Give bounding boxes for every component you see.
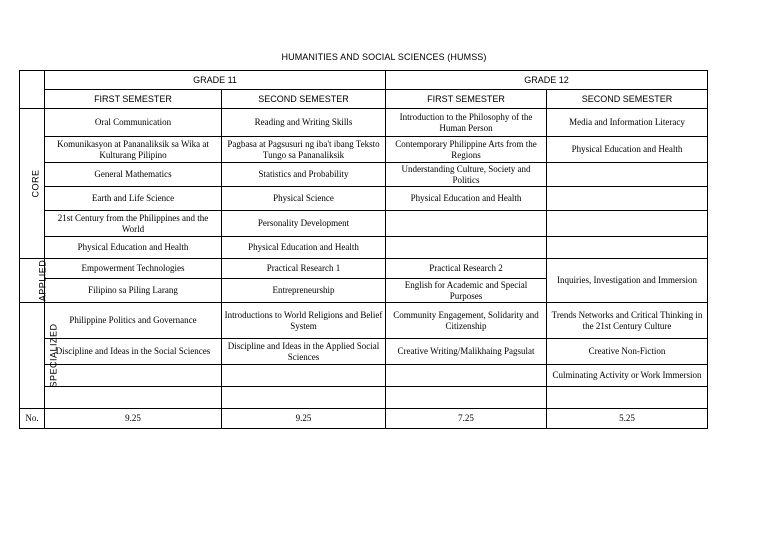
- subject-cell: Pagbasa at Pagsusuri ng iba't ibang Teksto Tungo sa Pananaliksik: [222, 137, 386, 163]
- subject-cell: Empowerment Technologies: [45, 259, 222, 279]
- subject-cell: Philippine Politics and Governance: [45, 303, 222, 339]
- page-title: HUMANITIES AND SOCIAL SCIENCES (HUMSS): [281, 52, 487, 62]
- grade-12-header: GRADE 12: [386, 71, 708, 90]
- subject-cell: [386, 237, 547, 259]
- subject-cell: Creative Non-Fiction: [547, 339, 708, 365]
- subject-cell: [45, 365, 222, 387]
- table-row: [20, 365, 708, 387]
- subject-cell: Physical Education and Health: [222, 237, 386, 259]
- subject-cell: Physical Education and Health: [547, 137, 708, 163]
- subject-cell: Contemporary Philippine Arts from the Regions: [386, 137, 547, 163]
- subject-cell: [547, 237, 708, 259]
- subject-cell: Community Engagement, Solidarity and Citizenship: [386, 303, 547, 339]
- category-label: APPLIED: [37, 259, 48, 302]
- semester-header: FIRST SEMESTER: [45, 90, 222, 109]
- subject-cell: [386, 365, 547, 387]
- total-value: 9.25: [45, 409, 222, 429]
- subject-cell: English for Academic and Special Purposes: [386, 279, 547, 303]
- subject-cell: Statistics and Probability: [222, 163, 386, 187]
- category-label: SPECIALIZED: [48, 323, 59, 388]
- subject-cell: [386, 211, 547, 237]
- subject-cell: Creative Writing/Malikhaing Pagsulat: [386, 339, 547, 365]
- category-core: [20, 109, 45, 259]
- category-label: CORE: [30, 169, 41, 198]
- table-row: [20, 187, 708, 211]
- table-row: [20, 339, 708, 365]
- subject-cell: Physical Education and Health: [45, 237, 222, 259]
- subject-cell: [222, 365, 386, 387]
- table-row: [20, 163, 708, 187]
- subject-cell: Culminating Activity or Work Immersion: [547, 365, 708, 387]
- subject-cell: Komunikasyon at Pananaliksik sa Wika at Kulturang Pilipino: [45, 137, 222, 163]
- subject-cell: General Mathematics: [45, 163, 222, 187]
- total-value: 9.25: [222, 409, 386, 429]
- subject-cell: Discipline and Ideas in the Social Sciences: [45, 339, 222, 365]
- subject-cell: Understanding Culture, Society and Politics: [386, 163, 547, 187]
- semester-header: FIRST SEMESTER: [386, 90, 547, 109]
- subject-cell: Practical Research 2: [386, 259, 547, 279]
- subject-cell: Introductions to World Religions and Belief System: [222, 303, 386, 339]
- subject-cell: Discipline and Ideas in the Applied Social Sciences: [222, 339, 386, 365]
- grade-11-header: GRADE 11: [45, 71, 386, 90]
- totals-label: No.: [20, 409, 45, 429]
- subject-cell: [547, 211, 708, 237]
- subject-cell: Trends Networks and Critical Thinking in the 21st Century Culture: [547, 303, 708, 339]
- subject-cell: Practical Research 1: [222, 259, 386, 279]
- subject-cell: Personality Development: [222, 211, 386, 237]
- subject-cell: [547, 163, 708, 187]
- total-value: 5.25: [547, 409, 708, 429]
- subject-cell: Entrepreneurship: [222, 279, 386, 303]
- total-value: 7.25: [386, 409, 547, 429]
- semester-header: SECOND SEMESTER: [222, 90, 386, 109]
- table-row: [20, 303, 708, 339]
- subject-cell: Earth and Life Science: [45, 187, 222, 211]
- totals-row: [20, 409, 708, 429]
- subject-cell: Filipino sa Piling Larang: [45, 279, 222, 303]
- subject-cell: Inquiries, Investigation and Immersion: [547, 259, 708, 303]
- subject-cell: Media and Information Literacy: [547, 109, 708, 137]
- curriculum-table: [19, 70, 708, 429]
- category-specialized: [20, 303, 59, 409]
- subject-cell: 21st Century from the Philippines and the World: [45, 211, 222, 237]
- semester-header: SECOND SEMESTER: [547, 90, 708, 109]
- subject-cell: Physical Education and Health: [386, 187, 547, 211]
- table-row: [20, 259, 708, 279]
- category-applied: [20, 259, 48, 303]
- subject-cell: [547, 387, 708, 409]
- subject-cell: [45, 387, 222, 409]
- table-row: [20, 137, 708, 163]
- table-row: [20, 211, 708, 237]
- table-row: [20, 109, 708, 137]
- table-row: [20, 237, 708, 259]
- corner-cell: [20, 71, 45, 109]
- subject-cell: Oral Communication: [45, 109, 222, 137]
- subject-cell: [386, 387, 547, 409]
- subject-cell: [547, 187, 708, 211]
- subject-cell: [222, 387, 386, 409]
- subject-cell: Introduction to the Philosophy of the Human Person: [386, 109, 547, 137]
- subject-cell: Physical Science: [222, 187, 386, 211]
- table-row: [20, 387, 708, 409]
- subject-cell: Reading and Writing Skills: [222, 109, 386, 137]
